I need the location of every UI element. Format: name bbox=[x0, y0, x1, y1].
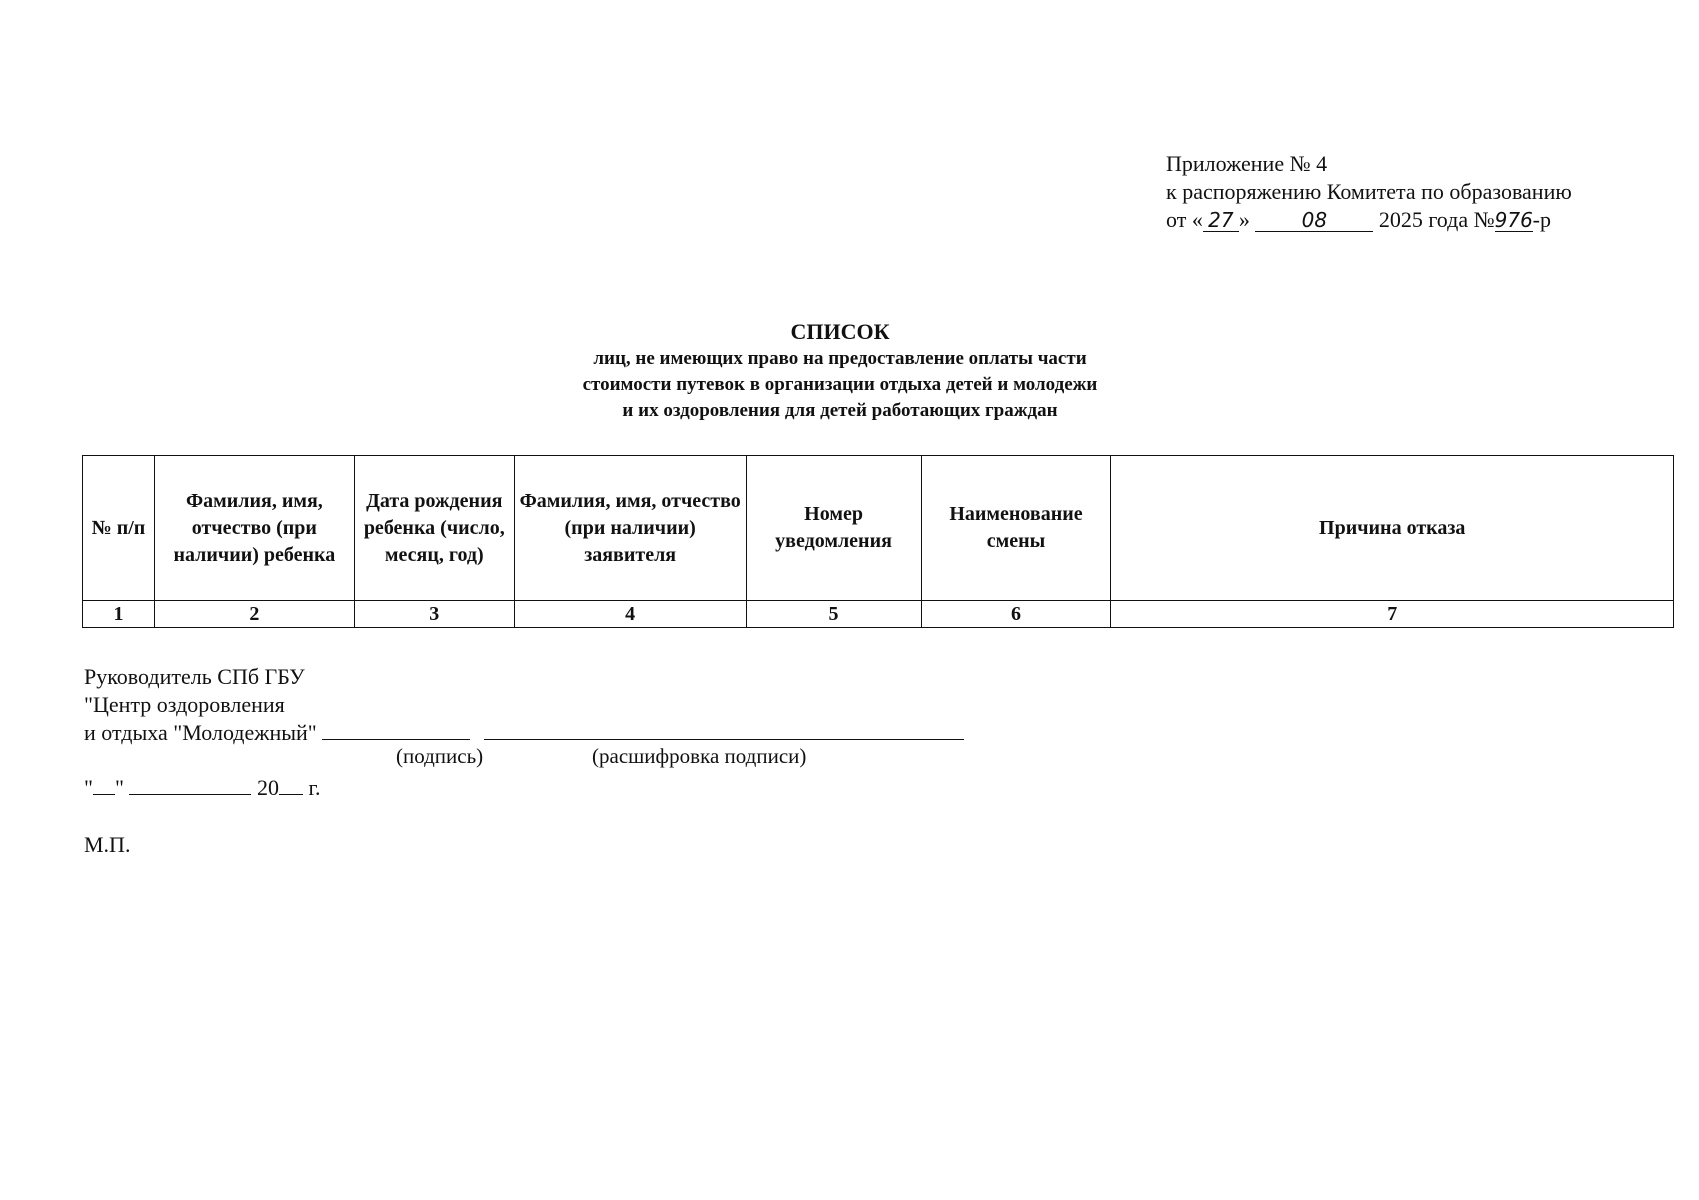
signature-position-line-1: Руководитель СПб ГБУ bbox=[84, 664, 305, 689]
signature-position-line-3 bbox=[84, 719, 964, 747]
appendix-year-label: 2025 года № bbox=[1378, 207, 1495, 232]
table-number-row bbox=[83, 601, 1674, 628]
column-number-7: 7 bbox=[1111, 601, 1674, 628]
title-line-1: лиц, не имеющих право на предоставление оплаты части bbox=[593, 348, 1087, 369]
header-refusal-reason: Причина отказа bbox=[1111, 456, 1674, 601]
caption-decoding: (расшифровка подписи) bbox=[592, 744, 807, 768]
handwritten-order-number: 976 bbox=[1494, 208, 1533, 232]
document-title bbox=[400, 318, 1280, 424]
stamp-place: М.П. bbox=[84, 832, 131, 857]
signature-organization: и отдыха "Молодежный" bbox=[84, 720, 317, 745]
appendix-from-label: от « bbox=[1166, 207, 1203, 232]
header-number: № п/п bbox=[83, 456, 155, 601]
column-number-6: 6 bbox=[921, 601, 1111, 628]
header-applicant-name: Фамилия, имя, отчество (при наличии) заявителя bbox=[514, 456, 746, 601]
title-line-3: и их оздоровления для детей работающих граждан bbox=[622, 400, 1058, 421]
signature-block bbox=[84, 663, 964, 747]
table-header-row bbox=[83, 456, 1674, 601]
handwritten-day: 27 bbox=[1203, 209, 1239, 232]
handwritten-month: 08 bbox=[1255, 209, 1373, 232]
column-number-4: 4 bbox=[514, 601, 746, 628]
signature-decoding-blank bbox=[484, 721, 964, 740]
header-child-name: Фамилия, имя, отчество (при наличии) ребенка bbox=[154, 456, 354, 601]
caption-signature: (подпись) bbox=[396, 744, 484, 768]
signature-position-line-2: "Центр оздоровления bbox=[84, 692, 285, 717]
title-line-2: стоимости путевок в организации отдыха детей и молодежи bbox=[582, 374, 1098, 395]
date-month-blank bbox=[129, 776, 251, 795]
appendix-quote-close: » bbox=[1238, 207, 1250, 232]
header-shift-name: Наименование смены bbox=[921, 456, 1111, 601]
date-quote-close: " bbox=[114, 775, 124, 800]
column-number-2: 2 bbox=[154, 601, 354, 628]
appendix-reference: к распоряжению Комитета по образованию bbox=[1166, 179, 1572, 204]
date-day-blank bbox=[93, 776, 115, 795]
date-line bbox=[84, 774, 321, 802]
appendix-title: Приложение № 4 bbox=[1166, 151, 1328, 176]
date-year-blank bbox=[279, 776, 303, 795]
column-number-1: 1 bbox=[83, 601, 155, 628]
header-notice-number: Номер уведомления bbox=[746, 456, 921, 601]
column-number-5: 5 bbox=[746, 601, 921, 628]
appendix-number-suffix: -р bbox=[1532, 207, 1551, 232]
appendix-block bbox=[1166, 150, 1572, 234]
date-quote-open: " bbox=[84, 775, 93, 800]
signature-blank bbox=[322, 721, 470, 740]
column-number-3: 3 bbox=[354, 601, 514, 628]
date-year-prefix: 20 bbox=[256, 775, 279, 800]
appendix-date-number bbox=[1166, 206, 1572, 234]
refusal-list-table bbox=[82, 455, 1674, 628]
header-birth-date: Дата рождения ребенка (число, месяц, год) bbox=[354, 456, 514, 601]
title-main: СПИСОК bbox=[790, 319, 890, 344]
date-year-suffix: г. bbox=[308, 775, 321, 800]
